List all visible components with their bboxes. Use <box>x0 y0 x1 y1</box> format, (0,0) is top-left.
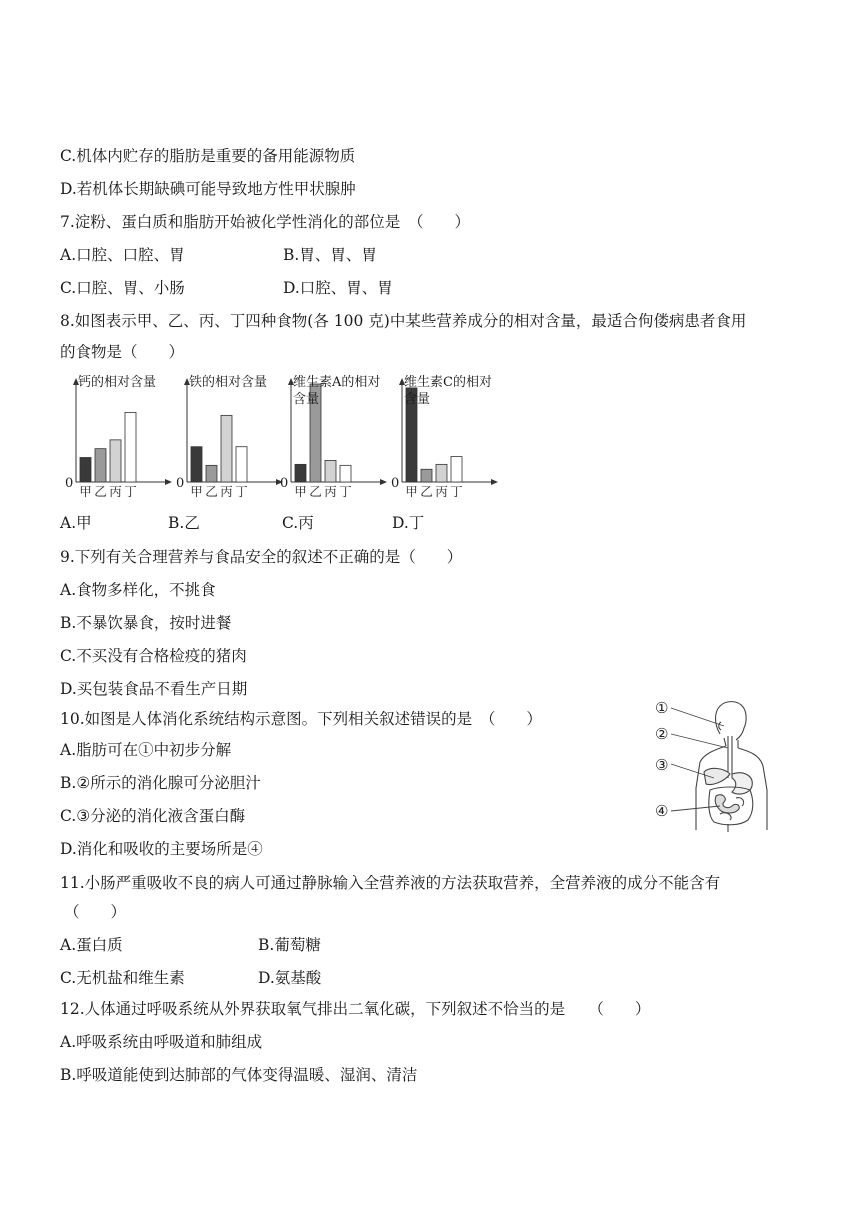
category-label: 甲 <box>294 484 307 499</box>
bar-甲 <box>191 447 202 482</box>
bar-丙 <box>110 440 121 482</box>
bar-乙 <box>95 449 106 482</box>
chart-vitamin-c <box>390 372 498 498</box>
q7-option-c: C.口腔、胃、小肠 <box>60 279 185 297</box>
bar-丙 <box>325 460 336 482</box>
origin-label: 0 <box>65 476 74 491</box>
diagram-label-2: ② <box>655 725 669 743</box>
bar-甲 <box>80 458 91 483</box>
category-label: 丙 <box>324 484 337 499</box>
origin-label: 0 <box>280 476 289 491</box>
q11-option-d: D.氨基酸 <box>258 969 322 987</box>
q7-option-b: B.胃、胃、胃 <box>283 246 377 264</box>
chart-vitamin-a <box>279 372 387 498</box>
bar-乙 <box>206 465 217 482</box>
q12-option-a: A.呼吸系统由呼吸道和肺组成 <box>60 1033 263 1051</box>
category-label: 丁 <box>450 484 463 499</box>
q10-option-a: A.脂肪可在①中初步分解 <box>60 741 232 759</box>
q11-stem-line1: 11.小肠严重吸收不良的病人可通过静脉输入全营养液的方法获取营养，全营养液的成分不能含有 <box>60 874 721 892</box>
q7-option-a: A.口腔、口腔、胃 <box>60 246 185 264</box>
q8-option-c: C.丙 <box>282 514 314 532</box>
bar-丙 <box>221 415 232 482</box>
q12-stem: 12.人体通过呼吸系统从外界获取氧气排出二氧化碳，下列叙述不恰当的是 （ ） <box>60 1000 651 1018</box>
digestive-system-diagram <box>654 698 772 834</box>
q7-stem: 7.淀粉、蛋白质和脂肪开始被化学性消化的部位是 （ ） <box>60 213 471 231</box>
q9-option-a: A.食物多样化，不挑食 <box>60 581 216 599</box>
bar-丙 <box>436 464 447 482</box>
category-label: 甲 <box>79 484 92 499</box>
q11-option-c: C.无机盐和维生素 <box>60 969 185 987</box>
q11-option-b: B.葡萄糖 <box>258 936 321 954</box>
bar-甲 <box>295 464 306 482</box>
q6-option-d: D.若机体长期缺碘可能导致地方性甲状腺肿 <box>60 180 356 198</box>
category-label: 乙 <box>94 484 107 499</box>
origin-label: 0 <box>176 476 185 491</box>
chart-title: 铁的相对含量 <box>189 375 268 390</box>
q8-option-b: B.乙 <box>168 514 200 532</box>
q10-option-c: C.③分泌的消化液含蛋白酶 <box>60 807 246 825</box>
category-label: 丙 <box>435 484 448 499</box>
q10-option-d: D.消化和吸收的主要场所是④ <box>60 840 263 858</box>
chart-title: 维生素C的相对含量 <box>404 375 492 407</box>
diagram-label-1: ① <box>655 699 669 717</box>
category-label: 乙 <box>420 484 433 499</box>
q9-option-b: B.不暴饮暴食，按时进餐 <box>60 614 232 632</box>
bar-丁 <box>236 447 247 482</box>
category-label: 丁 <box>235 484 248 499</box>
category-label: 丁 <box>124 484 137 499</box>
category-label: 丁 <box>339 484 352 499</box>
diagram-label-3: ③ <box>655 756 669 774</box>
q9-option-d: D.买包装食品不看生产日期 <box>60 680 248 698</box>
q10-stem: 10.如图是人体消化系统结构示意图。下列相关叙述错误的是 （ ） <box>60 710 542 728</box>
category-label: 丙 <box>220 484 233 499</box>
chart-iron <box>175 372 283 498</box>
q12-option-b: B.呼吸道能使到达肺部的气体变得温暖、湿润、清洁 <box>60 1066 418 1084</box>
bar-乙 <box>421 469 432 482</box>
bar-丁 <box>340 465 351 482</box>
q11-stem-line2: （ ） <box>64 903 127 921</box>
origin-label: 0 <box>391 476 400 491</box>
x-axis-arrow <box>165 479 172 485</box>
q9-option-c: C.不买没有合格检疫的猪肉 <box>60 647 247 665</box>
chart-title: 钙的相对含量 <box>78 375 157 390</box>
q10-option-b: B.②所示的消化腺可分泌胆汁 <box>60 774 261 792</box>
q8-option-d: D.丁 <box>392 514 425 532</box>
q8-stem-line2: 的食物是（ ） <box>60 343 185 361</box>
bar-丁 <box>125 412 136 482</box>
digestive-system-figure <box>654 698 772 834</box>
category-label: 甲 <box>405 484 418 499</box>
chart-title: 维生素A的相对含量 <box>293 375 381 407</box>
x-axis-arrow <box>491 479 498 485</box>
category-label: 甲 <box>190 484 203 499</box>
q8-option-a: A.甲 <box>60 514 92 532</box>
diagram-label-4: ④ <box>655 802 669 820</box>
category-label: 乙 <box>205 484 218 499</box>
category-label: 丙 <box>109 484 122 499</box>
q8-stem-line1: 8.如图表示甲、乙、丙、丁四种食物(各 100 克)中某些营养成分的相对含量，最适合佝偻病患者食用 <box>60 312 747 330</box>
bar-丁 <box>451 457 462 482</box>
q7-option-d: D.口腔、胃、胃 <box>283 279 393 297</box>
chart-calcium <box>64 372 172 498</box>
q11-option-a: A.蛋白质 <box>60 936 123 954</box>
category-label: 乙 <box>309 484 322 499</box>
q6-option-c: C.机体内贮存的脂肪是重要的备用能源物质 <box>60 147 356 165</box>
x-axis-arrow <box>380 479 387 485</box>
q9-stem: 9.下列有关合理营养与食品安全的叙述不正确的是（ ） <box>60 548 463 566</box>
